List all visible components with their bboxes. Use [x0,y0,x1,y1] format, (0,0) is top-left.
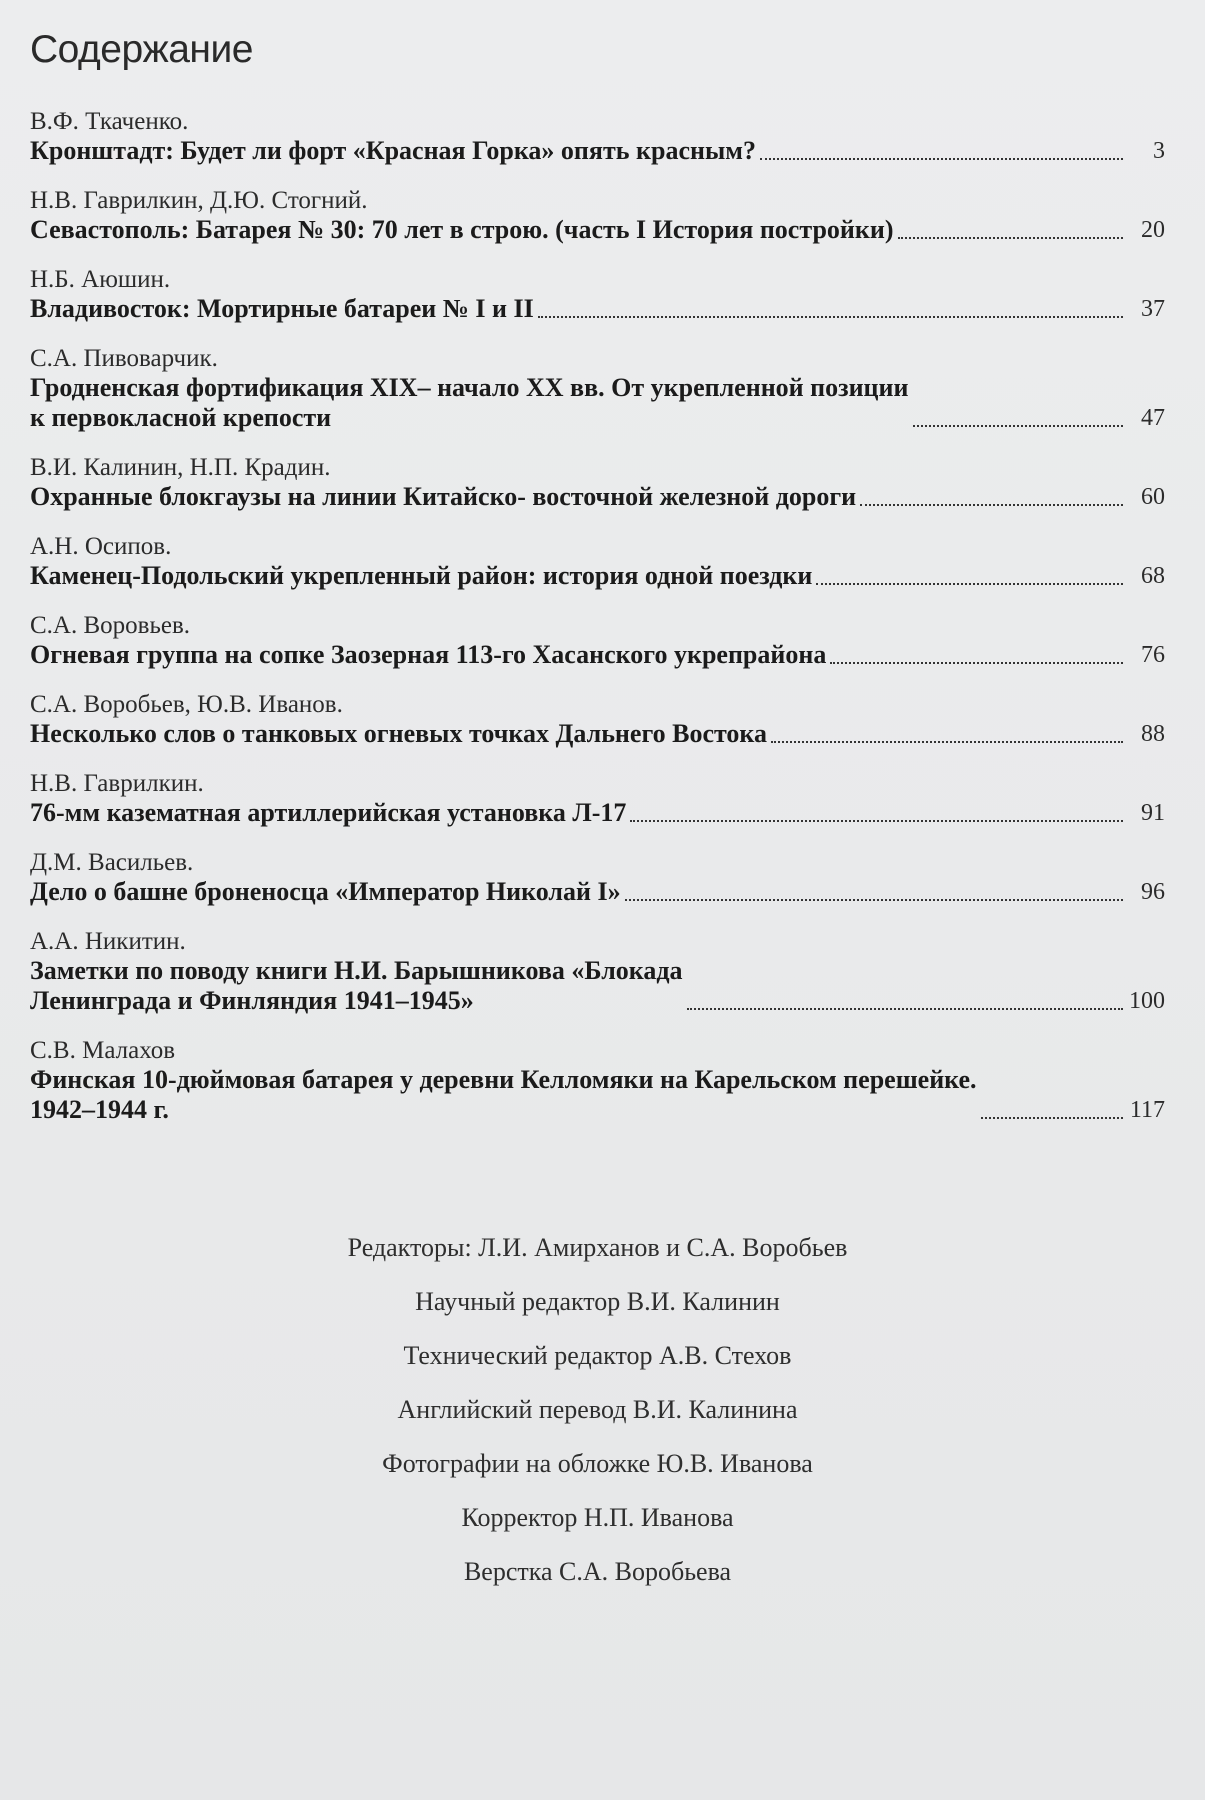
toc-entry-title-row [30,640,1165,670]
toc-entry-title-row [30,136,1165,166]
toc-entry-author: Н.Б. Аюшин. [30,266,171,293]
toc-entry-title-line: Каменец-Подольский укрепленный район: история одной поездки [30,561,813,590]
toc-entry-title [30,877,621,907]
dot-leader [771,741,1123,743]
toc-entry-title-row [30,798,1165,828]
toc-entry-author: С.А. Пивоварчик. [30,345,218,372]
credit-line: Фотографии на обложке Ю.В. Иванова [382,1449,813,1478]
toc-entry-page-number: 3 [1153,138,1165,164]
toc-entry [30,345,1165,433]
toc-entry-title-line: Охранные блокгаузы на линии Китайско- восточной железной дороги [30,482,857,511]
toc-entry-title-row [30,877,1165,907]
toc-entry [30,187,1165,245]
toc-entry-page-number: 47 [1141,405,1165,431]
toc-entry-title [30,719,767,749]
toc-entry-title-line: Финская 10-дюймовая батарея у деревни Келломяки на Карельском перешейке. [30,1065,977,1094]
toc-entry-title [30,294,534,324]
toc-entry-title [30,561,812,591]
toc-entry-title-row [30,719,1165,749]
toc-entry-page-number: 37 [1141,296,1165,322]
toc-entry-page-number: 91 [1141,800,1165,826]
toc-entry-title-line: Севастополь: Батарея № 30: 70 лет в строю. (часть I История постройки) [30,215,894,244]
page-title: Содержание [30,28,253,71]
toc-entry-title [30,373,909,433]
toc-entry [30,928,1165,1016]
credit-line: Английский перевод В.И. Калинина [397,1395,798,1424]
toc-entry [30,266,1165,324]
toc-entry-author: С.А. Воровьев. [30,612,191,639]
toc-entry-author: В.И. Калинин, Н.П. Крадин. [30,454,331,481]
dot-leader [816,583,1123,585]
toc-entry-author: С.В. Малахов [30,1037,176,1064]
toc-entry-title-row [30,956,1165,1016]
toc-entry-title-line: к первокласной крепости [30,403,332,432]
credit-line: Технический редактор А.В. Стехов [403,1341,792,1370]
toc-entry-title-row [30,294,1165,324]
dot-leader [830,662,1123,664]
toc-entry-title-line: 76-мм казематная артиллерийская установка Л-17 [30,798,627,827]
toc-entry-page-number: 76 [1141,642,1165,668]
toc-entry-page-number: 60 [1141,484,1165,510]
dot-leader [538,316,1123,318]
toc-entry-page-number: 96 [1141,879,1165,905]
toc-entry [30,454,1165,512]
toc-entry-title-line: Ленинграда и Финляндия 1941–1945» [30,986,474,1015]
toc-entry-author: А.А. Никитин. [30,928,186,955]
toc-entry [30,108,1165,166]
toc-entry-author: Н.В. Гаврилкин, Д.Ю. Стогний. [30,187,368,214]
credit-line: Корректор Н.П. Иванова [461,1503,734,1532]
credit-line: Редакторы: Л.И. Амирханов и С.А. Воробьев [347,1233,848,1262]
toc-entry-title-row [30,482,1165,512]
toc-entry-title-line: Дело о башне броненосца «Император Николай I» [30,877,621,906]
toc-entry-title [30,482,856,512]
toc-entry-author: Н.В. Гаврилкин. [30,770,204,797]
toc-entry-title [30,640,826,670]
dot-leader [981,1117,1123,1119]
toc-entry-title-row [30,561,1165,591]
toc-entry-author: А.Н. Осипов. [30,533,172,560]
toc-entry-author: В.Ф. Ткаченко. [30,108,189,135]
toc-entry-title [30,215,894,245]
toc-entry-title-line: Гродненская фортификация XIX– начало XX вв. От укрепленной позиции [30,373,909,402]
toc-entry [30,1037,1165,1125]
toc-entry-page-number: 88 [1141,721,1165,747]
dot-leader [898,237,1124,239]
toc-entry [30,612,1165,670]
dot-leader [687,1008,1123,1010]
toc-entry-title [30,136,756,166]
toc-entry-page-number: 100 [1129,988,1165,1014]
toc-entry-author: С.А. Воробьев, Ю.В. Иванов. [30,691,343,718]
toc-entry-title-row [30,373,1165,433]
toc-entry-page-number: 68 [1141,563,1165,589]
toc-entry-title [30,1065,977,1125]
dot-leader [760,158,1123,160]
dot-leader [860,504,1123,506]
dot-leader [913,425,1123,427]
dot-leader [630,820,1123,822]
toc-entry-page-number: 117 [1129,1097,1165,1123]
toc-entry [30,691,1165,749]
toc-entry-page-number: 20 [1141,217,1165,243]
toc-entry-title-line: Огневая группа на сопке Заозерная 113-го Хасанского укрепрайона [30,640,827,669]
toc-entry-author: Д.М. Васильев. [30,849,194,876]
toc-entry-title [30,798,626,828]
toc-entry-title-row [30,1065,1165,1125]
toc-entry-title-line: 1942–1944 г. [30,1095,169,1124]
toc-entry-title-line: Несколько слов о танковых огневых точках Дальнего Востока [30,719,768,748]
credit-line: Верстка С.А. Воробьева [463,1557,732,1586]
toc-entry [30,849,1165,907]
table-of-contents [30,108,1165,1125]
toc-entry [30,770,1165,828]
toc-entry-title-row [30,215,1165,245]
dot-leader [625,899,1123,901]
credit-line: Научный редактор В.И. Калинин [415,1287,780,1316]
toc-entry-title-line: Владивосток: Мортирные батареи № I и II [30,294,534,323]
toc-entry-title-line: Заметки по поводу книги Н.И. Барышникова «Блокада [30,956,683,985]
toc-entry-title-line: Кронштадт: Будет ли форт «Красная Горка» опять красным? [30,136,756,165]
toc-entry [30,533,1165,591]
toc-entry-title [30,956,683,1016]
credits-block [30,1221,1165,1599]
